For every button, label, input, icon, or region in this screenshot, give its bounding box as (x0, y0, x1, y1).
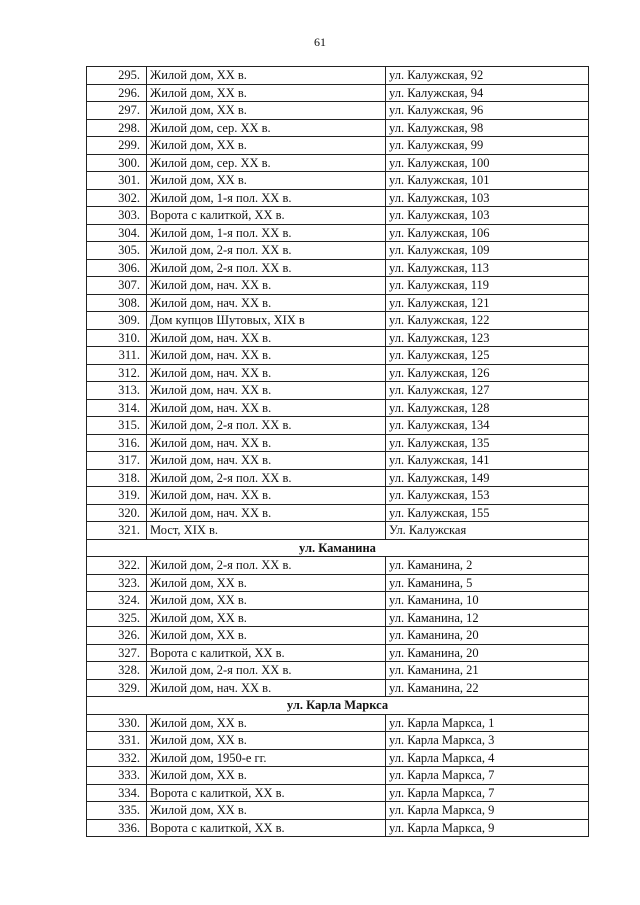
object-name: Ворота с калиткой, XX в. (147, 819, 386, 837)
table-row (87, 382, 589, 400)
object-name: Жилой дом, нач. XX в. (147, 399, 386, 417)
object-address: ул. Каманина, 21 (386, 662, 589, 680)
row-number: 310. (87, 329, 147, 347)
object-name: Жилой дом, XX в. (147, 767, 386, 785)
object-name: Жилой дом, нач. XX в. (147, 277, 386, 295)
object-name: Жилой дом, нач. XX в. (147, 504, 386, 522)
heritage-objects-table (86, 66, 589, 837)
table-row (87, 784, 589, 802)
row-number: 299. (87, 137, 147, 155)
table-row (87, 434, 589, 452)
object-address: ул. Калужская, 141 (386, 452, 589, 470)
object-name: Жилой дом, XX в. (147, 172, 386, 190)
object-name: Жилой дом, сер. XX в. (147, 154, 386, 172)
object-name: Жилой дом, нач. XX в. (147, 452, 386, 470)
object-address: ул. Калужская, 121 (386, 294, 589, 312)
object-address: ул. Карла Маркса, 3 (386, 732, 589, 750)
section-title: ул. Карла Маркса (87, 697, 589, 715)
row-number: 295. (87, 67, 147, 85)
object-address: ул. Карла Маркса, 9 (386, 819, 589, 837)
object-name: Жилой дом, 2-я пол. XX в. (147, 417, 386, 435)
object-name: Жилой дом, XX в. (147, 732, 386, 750)
object-address: ул. Калужская, 128 (386, 399, 589, 417)
object-address: ул. Карла Маркса, 9 (386, 802, 589, 820)
object-name: Ворота с калиткой, XX в. (147, 784, 386, 802)
street-section-heading (87, 539, 589, 557)
row-number: 322. (87, 557, 147, 575)
table-row (87, 819, 589, 837)
page-number: 61 (314, 35, 326, 49)
row-number: 306. (87, 259, 147, 277)
table-row (87, 522, 589, 540)
row-number: 298. (87, 119, 147, 137)
object-address: ул. Каманина, 10 (386, 592, 589, 610)
row-number: 321. (87, 522, 147, 540)
object-address: ул. Каманина, 12 (386, 609, 589, 627)
object-address: ул. Калужская, 113 (386, 259, 589, 277)
object-name: Жилой дом, XX в. (147, 102, 386, 120)
table-row (87, 294, 589, 312)
row-number: 300. (87, 154, 147, 172)
table-row (87, 417, 589, 435)
object-address: ул. Калужская, 125 (386, 347, 589, 365)
object-address: ул. Калужская, 123 (386, 329, 589, 347)
object-address: ул. Калужская, 106 (386, 224, 589, 242)
table-row (87, 592, 589, 610)
row-number: 335. (87, 802, 147, 820)
row-number: 334. (87, 784, 147, 802)
object-address: ул. Калужская, 127 (386, 382, 589, 400)
row-number: 308. (87, 294, 147, 312)
object-address: ул. Калужская, 135 (386, 434, 589, 452)
object-address: ул. Калужская, 98 (386, 119, 589, 137)
object-name: Жилой дом, XX в. (147, 137, 386, 155)
table-row (87, 137, 589, 155)
row-number: 311. (87, 347, 147, 365)
object-address: ул. Каманина, 20 (386, 627, 589, 645)
section-title: ул. Каманина (87, 539, 589, 557)
object-name: Жилой дом, XX в. (147, 627, 386, 645)
row-number: 314. (87, 399, 147, 417)
row-number: 309. (87, 312, 147, 330)
object-name: Жилой дом, 1-я пол. XX в. (147, 224, 386, 242)
object-address: ул. Калужская, 149 (386, 469, 589, 487)
object-name: Жилой дом, сер. XX в. (147, 119, 386, 137)
row-number: 307. (87, 277, 147, 295)
object-address: ул. Калужская, 109 (386, 242, 589, 260)
object-address: ул. Калужская, 119 (386, 277, 589, 295)
object-address: ул. Калужская, 153 (386, 487, 589, 505)
object-name: Жилой дом, нач. XX в. (147, 329, 386, 347)
object-name: Жилой дом, 2-я пол. XX в. (147, 242, 386, 260)
object-name: Жилой дом, XX в. (147, 609, 386, 627)
row-number: 317. (87, 452, 147, 470)
row-number: 315. (87, 417, 147, 435)
row-number: 332. (87, 749, 147, 767)
object-name: Жилой дом, 2-я пол. XX в. (147, 557, 386, 575)
row-number: 323. (87, 574, 147, 592)
object-name: Жилой дом, XX в. (147, 67, 386, 85)
object-name: Мост, XIX в. (147, 522, 386, 540)
table-row (87, 767, 589, 785)
row-number: 305. (87, 242, 147, 260)
table-row (87, 329, 589, 347)
object-address: ул. Калужская, 134 (386, 417, 589, 435)
row-number: 297. (87, 102, 147, 120)
row-number: 301. (87, 172, 147, 190)
object-name: Жилой дом, нач. XX в. (147, 434, 386, 452)
table-row (87, 679, 589, 697)
object-name: Жилой дом, 1-я пол. XX в. (147, 189, 386, 207)
table-row (87, 259, 589, 277)
table-row (87, 189, 589, 207)
table-row (87, 154, 589, 172)
table-row (87, 749, 589, 767)
object-name: Жилой дом, 2-я пол. XX в. (147, 259, 386, 277)
object-address: ул. Каманина, 22 (386, 679, 589, 697)
object-name: Жилой дом, нач. XX в. (147, 347, 386, 365)
object-address: ул. Каманина, 5 (386, 574, 589, 592)
object-name: Жилой дом, XX в. (147, 84, 386, 102)
object-address: ул. Карла Маркса, 1 (386, 714, 589, 732)
object-name: Жилой дом, XX в. (147, 714, 386, 732)
object-name: Ворота с калиткой, XX в. (147, 644, 386, 662)
object-address: ул. Калужская, 99 (386, 137, 589, 155)
object-name: Жилой дом, XX в. (147, 592, 386, 610)
object-name: Жилой дом, XX в. (147, 574, 386, 592)
object-name: Жилой дом, нач. XX в. (147, 382, 386, 400)
table-row (87, 242, 589, 260)
table-row (87, 347, 589, 365)
object-name: Жилой дом, 2-я пол. XX в. (147, 469, 386, 487)
object-address: ул. Карла Маркса, 4 (386, 749, 589, 767)
row-number: 326. (87, 627, 147, 645)
object-name: Жилой дом, нач. XX в. (147, 679, 386, 697)
row-number: 318. (87, 469, 147, 487)
object-name: Жилой дом, нач. XX в. (147, 294, 386, 312)
object-name: Жилой дом, нач. XX в. (147, 364, 386, 382)
row-number: 329. (87, 679, 147, 697)
object-address: ул. Каманина, 2 (386, 557, 589, 575)
table-row (87, 119, 589, 137)
table-row (87, 662, 589, 680)
row-number: 331. (87, 732, 147, 750)
object-address: ул. Каманина, 20 (386, 644, 589, 662)
row-number: 327. (87, 644, 147, 662)
row-number: 325. (87, 609, 147, 627)
object-address: ул. Калужская, 96 (386, 102, 589, 120)
table-row (87, 452, 589, 470)
table-row (87, 224, 589, 242)
object-address: ул. Калужская, 101 (386, 172, 589, 190)
table-row (87, 644, 589, 662)
row-number: 296. (87, 84, 147, 102)
table-row (87, 102, 589, 120)
row-number: 316. (87, 434, 147, 452)
row-number: 303. (87, 207, 147, 225)
object-address: ул. Карла Маркса, 7 (386, 767, 589, 785)
row-number: 313. (87, 382, 147, 400)
table-row (87, 469, 589, 487)
object-address: ул. Калужская, 103 (386, 189, 589, 207)
object-address: ул. Калужская, 122 (386, 312, 589, 330)
object-address: ул. Карла Маркса, 7 (386, 784, 589, 802)
row-number: 330. (87, 714, 147, 732)
table-row (87, 207, 589, 225)
table-row (87, 67, 589, 85)
table-body (87, 67, 589, 837)
table-row (87, 364, 589, 382)
object-name: Жилой дом, 1950-е гг. (147, 749, 386, 767)
object-name: Дом купцов Шутовых, XIX в (147, 312, 386, 330)
row-number: 302. (87, 189, 147, 207)
table-row (87, 557, 589, 575)
table-row (87, 574, 589, 592)
object-name: Жилой дом, XX в. (147, 802, 386, 820)
table-row (87, 627, 589, 645)
object-name: Жилой дом, 2-я пол. XX в. (147, 662, 386, 680)
object-address: ул. Калужская, 100 (386, 154, 589, 172)
row-number: 319. (87, 487, 147, 505)
table-row (87, 312, 589, 330)
row-number: 312. (87, 364, 147, 382)
object-name: Жилой дом, нач. XX в. (147, 487, 386, 505)
table-row (87, 84, 589, 102)
table-row (87, 399, 589, 417)
table-row (87, 609, 589, 627)
row-number: 336. (87, 819, 147, 837)
object-name: Ворота с калиткой, XX в. (147, 207, 386, 225)
row-number: 324. (87, 592, 147, 610)
object-address: ул. Калужская, 126 (386, 364, 589, 382)
table-row (87, 487, 589, 505)
table-row (87, 732, 589, 750)
object-address: ул. Калужская, 94 (386, 84, 589, 102)
object-address: ул. Калужская, 92 (386, 67, 589, 85)
table-row (87, 802, 589, 820)
street-section-heading (87, 697, 589, 715)
object-address: ул. Калужская, 155 (386, 504, 589, 522)
table-row (87, 504, 589, 522)
table-row (87, 277, 589, 295)
row-number: 328. (87, 662, 147, 680)
object-address: Ул. Калужская (386, 522, 589, 540)
table-row (87, 172, 589, 190)
table-row (87, 714, 589, 732)
row-number: 333. (87, 767, 147, 785)
row-number: 304. (87, 224, 147, 242)
row-number: 320. (87, 504, 147, 522)
object-address: ул. Калужская, 103 (386, 207, 589, 225)
